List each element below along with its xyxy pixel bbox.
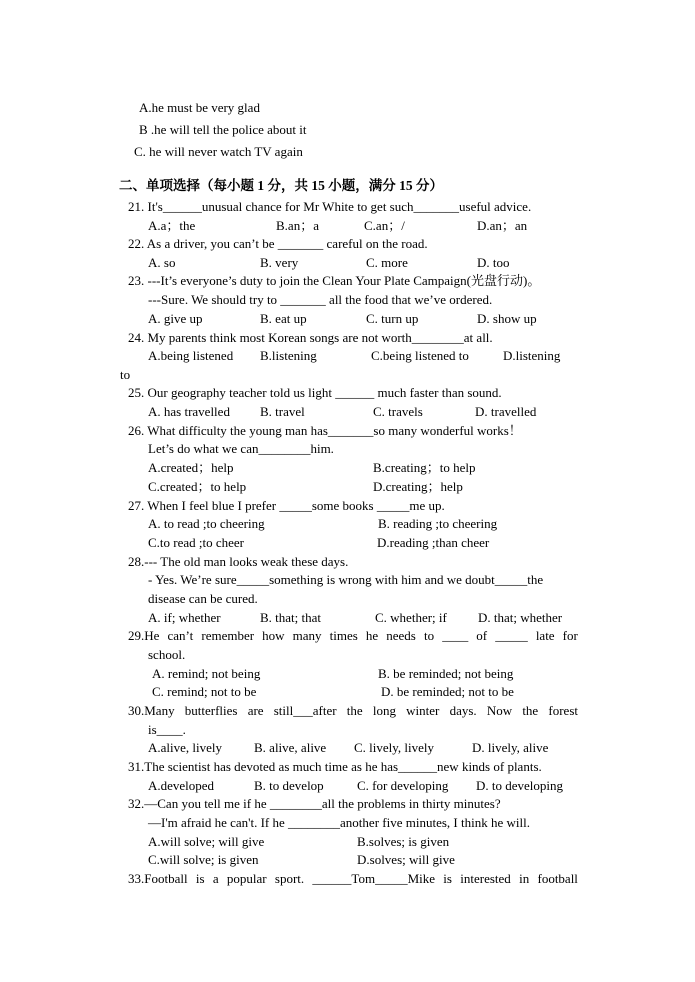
q23-stem-reply: ---Sure. We should try to _______ all the food that we’ve ordered. <box>148 292 493 307</box>
q31-option-c: C. for developing <box>357 778 449 793</box>
q28-option-b: B. that; that <box>260 610 322 625</box>
q31-option-d: D. to developing <box>476 778 564 793</box>
q30-option-b: B. alive, alive <box>254 740 327 755</box>
q22-stem: 22. As a driver, you can’t be _______ careful on the road. <box>128 236 428 251</box>
q28-option-c: C. whether; if <box>375 610 447 625</box>
q26-option-a: A.created；help <box>148 460 234 475</box>
q27-option-d: D.reading ;than cheer <box>377 535 490 550</box>
q28-stem-reply-cont: disease can be cured. <box>148 591 258 606</box>
q32-option-b: B.solves; is given <box>357 834 450 849</box>
q23-stem: 23. ---It’s everyone’s duty to join the Clean Your Plate Campaign(光盘行动)。 <box>128 273 541 288</box>
q24-option-d: D.listening <box>503 348 561 363</box>
q23-option-a: A. give up <box>148 311 203 326</box>
q21-option-b: B.an；a <box>276 218 319 233</box>
q26-option-d: D.creating；help <box>373 479 463 494</box>
q29-option-c: C. remind; not to be <box>152 684 257 699</box>
q30-stem: 30.Many butterflies are still___after the long winter days. Now the forest <box>128 703 578 718</box>
q26-option-b: B.creating；to help <box>373 460 476 475</box>
q21-option-a: A.a；the <box>148 218 196 233</box>
q27-stem: 27. When I feel blue I prefer _____some books _____me up. <box>128 498 445 513</box>
q30-option-c: C. lively, lively <box>354 740 435 755</box>
q26-option-c: C.created；to help <box>148 479 247 494</box>
q25-option-d: D. travelled <box>475 404 537 419</box>
q25-option-b: B. travel <box>260 404 305 419</box>
q32-stem: 32.—Can you tell me if he ________all the problems in thirty minutes? <box>128 796 501 811</box>
q31-option-a: A.developed <box>148 778 215 793</box>
q24-option-d-wrap: to <box>120 367 131 382</box>
prev-option-c: C. he will never watch TV again <box>134 144 303 159</box>
q30-stem-2: is____. <box>148 722 186 737</box>
section-title: 二、单项选择（每小题 1 分，共 15 小题，满分 15 分） <box>119 178 443 193</box>
q21-stem: 21. It's______unusual chance for Mr White to get such_______useful advice. <box>128 199 532 214</box>
q32-option-c: C.will solve; is given <box>148 852 259 867</box>
q32-option-a: A.will solve; will give <box>148 834 265 849</box>
q27-option-c: C.to read ;to cheer <box>148 535 245 550</box>
q25-option-c: C. travels <box>373 404 423 419</box>
q28-stem-reply: - Yes. We’re sure_____something is wrong with him and we doubt_____the <box>148 572 544 587</box>
q25-option-a: A. has travelled <box>148 404 230 419</box>
q31-stem: 31.The scientist has devoted as much time as he has______new kinds of plants. <box>128 759 542 774</box>
q22-option-c: C. more <box>366 255 408 270</box>
q29-option-d: D. be reminded; not to be <box>381 684 514 699</box>
q32-stem-reply: —I'm afraid he can't. If he ________another five minutes, I think he will. <box>148 815 530 830</box>
q21-option-d: D.an；an <box>477 218 528 233</box>
q23-option-b: B. eat up <box>260 311 307 326</box>
q28-stem: 28.--- The old man looks weak these days. <box>128 554 349 569</box>
q29-option-a: A. remind; not being <box>152 666 261 681</box>
q23-option-c: C. turn up <box>366 311 419 326</box>
q28-option-a: A. if; whether <box>148 610 221 625</box>
q31-option-b: B. to develop <box>254 778 324 793</box>
q24-stem: 24. My parents think most Korean songs are not worth________at all. <box>128 330 493 345</box>
q28-option-d: D. that; whether <box>478 610 563 625</box>
q27-option-b: B. reading ;to cheering <box>378 516 498 531</box>
q24-option-b: B.listening <box>260 348 317 363</box>
q29-stem-2: school. <box>148 647 186 662</box>
q27-option-a: A. to read ;to cheering <box>148 516 265 531</box>
q24-option-c: C.being listened to <box>371 348 469 363</box>
q22-option-a: A. so <box>148 255 176 270</box>
prev-option-b: B .he will tell the police about it <box>139 122 307 137</box>
q30-option-a: A.alive, lively <box>148 740 223 755</box>
q33-stem: 33.Football is a popular sport. ______Tom_____Mike is interested in football <box>128 871 578 886</box>
q22-option-d: D. too <box>477 255 510 270</box>
prev-option-a: A.he must be very glad <box>139 100 260 115</box>
q29-option-b: B. be reminded; not being <box>378 666 514 681</box>
q32-option-d: D.solves; will give <box>357 852 455 867</box>
q25-stem: 25. Our geography teacher told us light ______ much faster than sound. <box>128 385 502 400</box>
q30-option-d: D. lively, alive <box>472 740 549 755</box>
q29-stem: 29.He can’t remember how many times he needs to ____ of _____ late for <box>128 628 578 643</box>
q22-option-b: B. very <box>260 255 299 270</box>
q26-stem: 26. What difficulty the young man has_______so many wonderful works！ <box>128 423 522 438</box>
q21-option-c: C.an；/ <box>364 218 405 233</box>
q24-option-a: A.being listened <box>148 348 234 363</box>
q23-option-d: D. show up <box>477 311 537 326</box>
q26-stem-2: Let’s do what we can________him. <box>148 441 334 456</box>
